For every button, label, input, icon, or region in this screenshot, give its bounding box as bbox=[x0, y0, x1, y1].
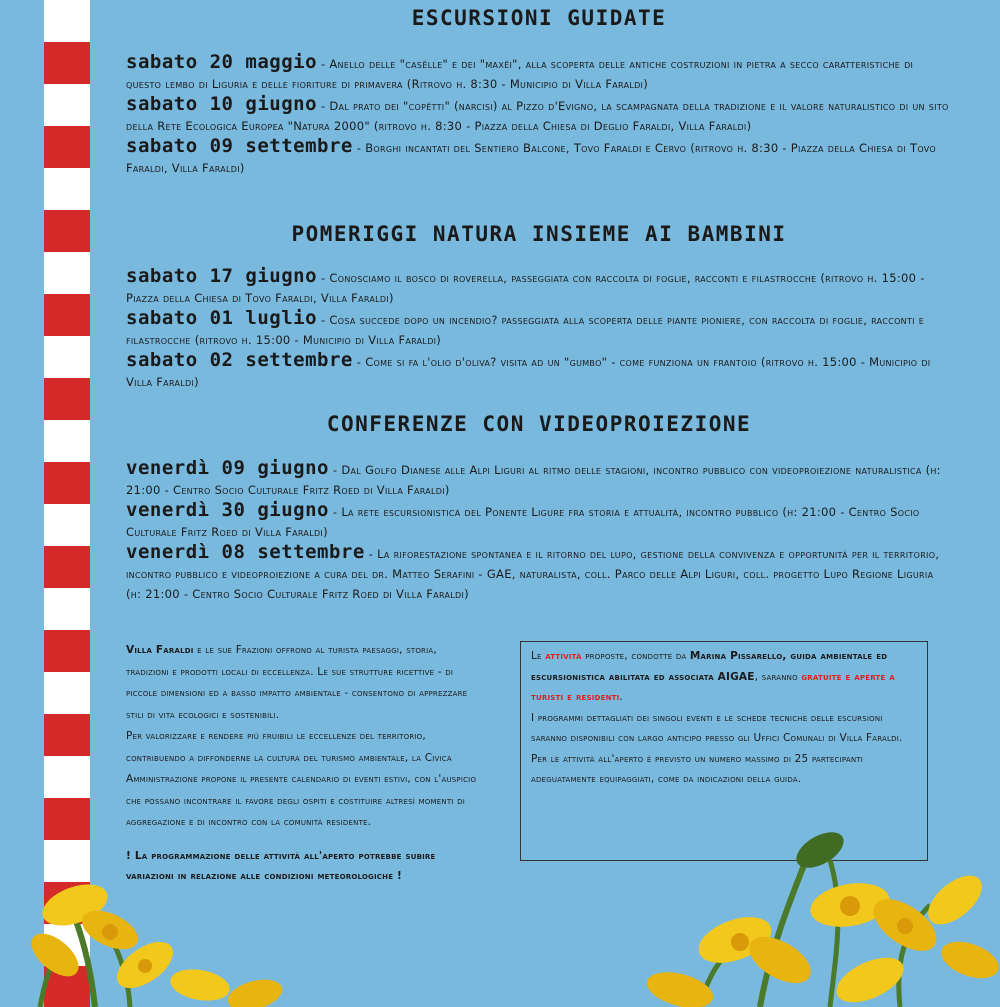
striped-pole-decoration bbox=[44, 0, 90, 1007]
weather-warning-note: ! La programmazione delle attività all'aperto potrebbe subire variazioni in relazione alle condizioni meteorologiche ! bbox=[126, 849, 436, 882]
section-pomeriggi-events bbox=[126, 266, 952, 392]
section-title-escursioni: ESCURSIONI GUIDATE bbox=[411, 6, 667, 30]
info-paragraph: Per le attività all'aperto è previsto un numero massimo di 25 partecipanti adeguatamente equipaggiati, come da indicazioni della guida. bbox=[531, 752, 864, 785]
event-item: sabato 01 luglio - Cosa succede dopo un incendio? passeggiata alla scoperta delle piante pioniere, con raccolta di foglie, racconti e filastrocche (ritrovo h. 15:00 - Municipio di Villa Faraldi) bbox=[126, 307, 925, 347]
description-paragraph: Villa Faraldi e le sue Frazioni offrono al turista paesaggi, storia, tradizioni e prodotti locali di eccellenza. Le sue strutture ricettive - di piccole dimensioni ed a basso impatto ambientale - consentono di apprezzare stili di vita ecologici e sostenibili. bbox=[126, 644, 468, 721]
event-item: sabato 17 giugno - Conosciamo il bosco di roverella, passeggiata con raccolta di foglie, racconti e filastrocche (ritrovo h. 15:00 - Piazza della Chiesa di Tovo Faraldi, Villa Faraldi) bbox=[126, 265, 925, 305]
info-paragraph: I programmi dettagliati dei singoli eventi e le schede tecniche delle escursioni saranno disponibili con largo anticipo presso gli Uffici Comunali di Villa Faraldi. bbox=[531, 711, 903, 744]
info-paragraph: Le attività proposte, condotte da Marina Pissarello, guida ambientale ed escursionistica abilitata ed associata AIGAE, saranno gratuite e aperte a turisti e residenti. bbox=[531, 650, 895, 703]
section-escursioni-events bbox=[126, 52, 952, 178]
event-item: sabato 02 settembre - Come si fa l'olio d'oliva? visita ad un "gumbo" - come funziona un frantoio (ritrovo h. 15:00 - Municipio di Villa Faraldi) bbox=[126, 349, 931, 389]
event-item: venerdì 30 giugno - La rete escursionistica del Ponente Ligure fra storia e attualità, incontro pubblico (h: 21:00 - Centro Socio Culturale Fritz Roed di Villa Faraldi) bbox=[126, 499, 920, 539]
event-item: sabato 20 maggio - Anello delle "casëlle" e dei "maxëi", alla scoperta delle antiche costruzioni in pietra a secco caratteristiche di questo lembo di Liguria e delle fioriture di primavera (Ritrovo h. 8:30 - Municipio di Villa Faraldi) bbox=[126, 51, 914, 91]
info-box bbox=[520, 641, 928, 861]
event-item: sabato 10 giugno - Dal prato dei "copëtti" (narcisi) al Pizzo d'Evigno, la scampagnata della tradizione e il valore naturalistico di un sito della Rete Ecologica Europea "Natura 2000" (ritrovo h. 8:30 - Piazza della Chiesa di Deglio Faraldi, Villa Faraldi) bbox=[126, 93, 949, 133]
event-item: venerdì 08 settembre - La riforestazione spontanea e il ritorno del lupo, gestione della convivenza e opportunità per il territorio, incontro pubblico e videoproiezione a cura del dr. Matteo Serafini - GAE, naturalista, coll. Parco delle Alpi Liguri, coll. progetto Lupo Regione Liguria (h: 21:00 - Centro Socio Culturale Fritz Roed di Villa Faraldi) bbox=[126, 541, 940, 601]
section-conferenze-events bbox=[126, 458, 952, 604]
description-paragraph: Per valorizzare e rendere più fruibili le eccellenze del territorio, contribuendo a diffonderne la cultura del turismo ambientale, la Civica Amministrazione propone il presente calendario di eventi estivi, con l'auspicio che possano incontrare il favore degli ospiti e costituire altresì momenti di aggregazione e di incontro con la comunità residente. bbox=[126, 730, 477, 828]
event-item: venerdì 09 giugno - Dal Golfo Dianese alle Alpi Liguri al ritmo delle stagioni, incontro pubblico con videoproiezione naturalistica (h: 21:00 - Centro Socio Culturale Fritz Roed di Villa Faraldi) bbox=[126, 457, 941, 497]
event-item: sabato 09 settembre - Borghi incantati del Sentiero Balcone, Tovo Faraldi e Cervo (ritrovo h. 8:30 - Piazza della Chiesa di Tovo Faraldi, Villa Faraldi) bbox=[126, 135, 937, 175]
village-description bbox=[126, 640, 478, 886]
section-title-pomeriggi: POMERIGGI NATURA INSIEME AI BAMBINI bbox=[291, 222, 787, 246]
section-title-conferenze: CONFERENZE CON VIDEOPROIEZIONE bbox=[326, 412, 752, 436]
